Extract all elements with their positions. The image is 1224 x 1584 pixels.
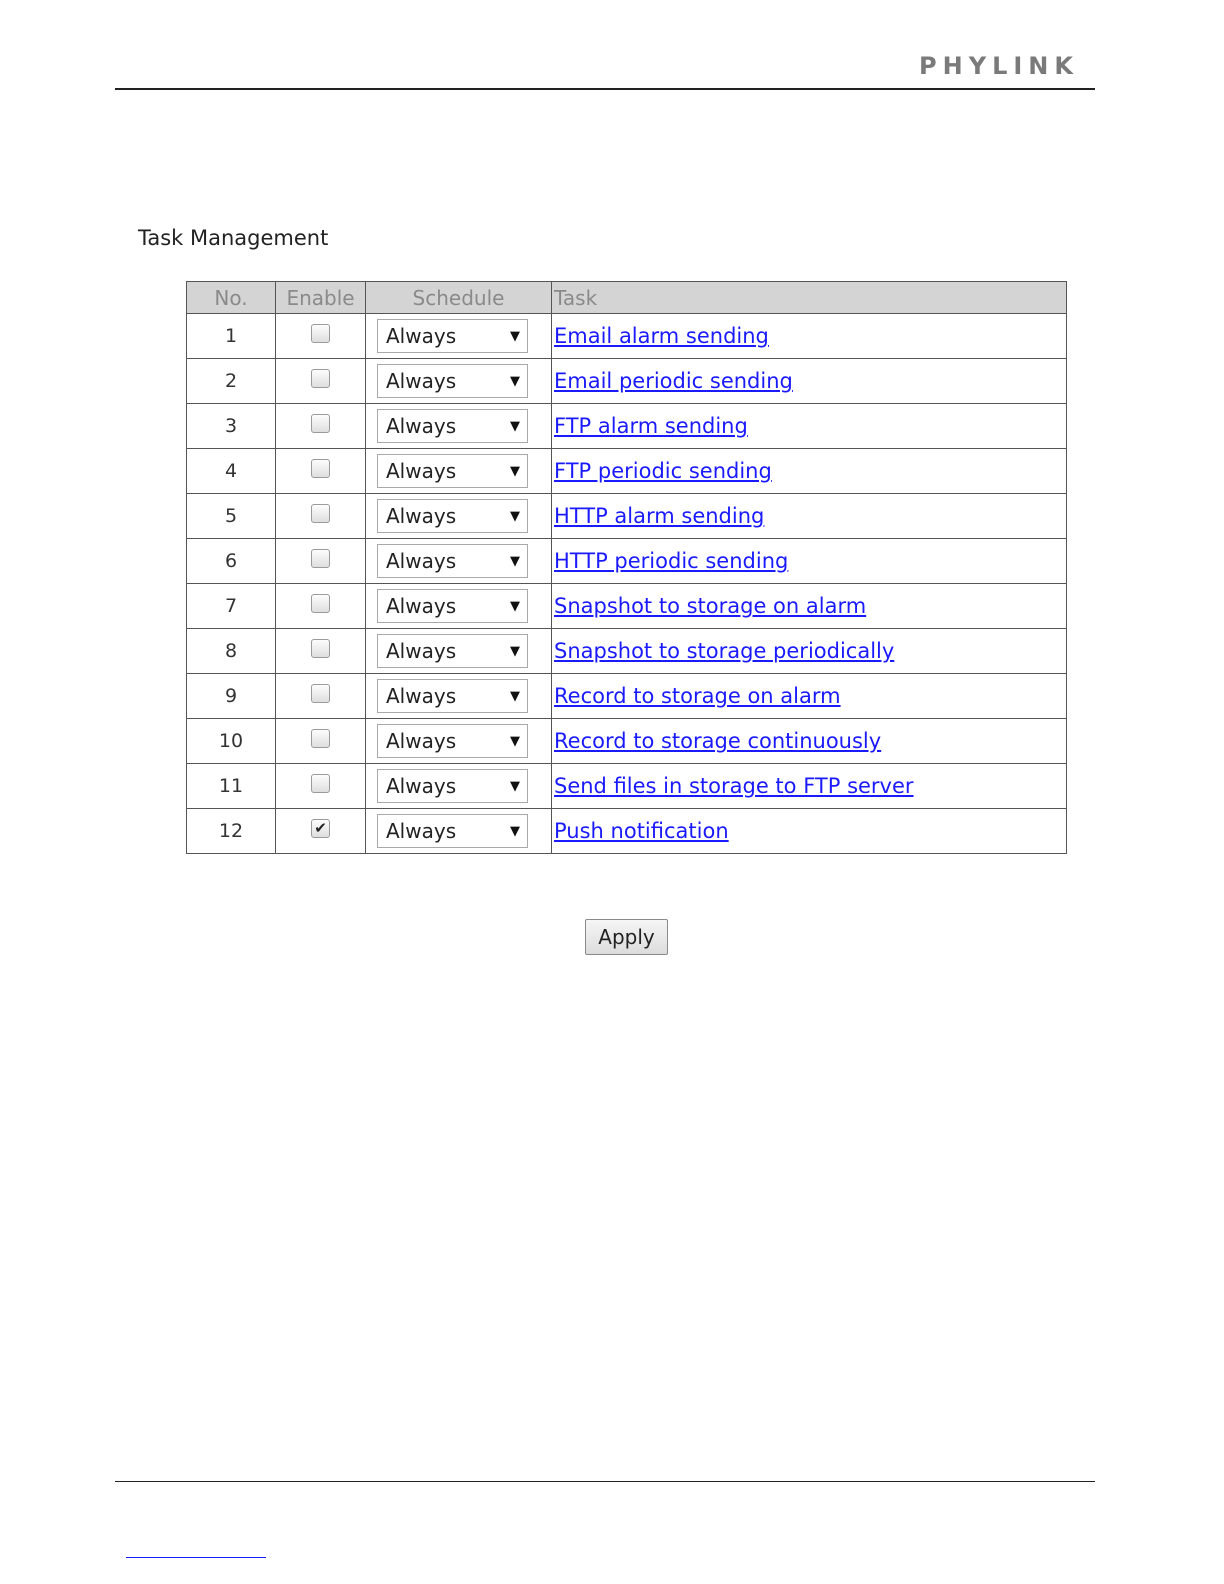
schedule-select[interactable]: [377, 319, 528, 353]
schedule-select[interactable]: [377, 589, 528, 623]
schedule-cell: [366, 449, 552, 494]
table-row: [187, 764, 1067, 809]
enable-cell: [276, 359, 366, 404]
table-row: [187, 584, 1067, 629]
schedule-cell: [366, 314, 552, 359]
header-divider: [115, 88, 1095, 90]
enable-cell: [276, 809, 366, 854]
column-header-enable: Enable: [276, 282, 366, 314]
triangle-down-icon: ▼: [510, 733, 520, 749]
schedule-select-value: Always: [386, 549, 457, 573]
task-link[interactable]: Record to storage on alarm: [554, 684, 841, 708]
table-row: [187, 674, 1067, 719]
task-link[interactable]: HTTP periodic sending: [554, 549, 789, 573]
enable-cell: [276, 404, 366, 449]
row-number: 7: [187, 584, 276, 629]
table-row: [187, 359, 1067, 404]
table-row: [187, 314, 1067, 359]
enable-cell: [276, 494, 366, 539]
schedule-cell: [366, 359, 552, 404]
triangle-down-icon: ▼: [510, 328, 520, 344]
schedule-cell: [366, 494, 552, 539]
schedule-select[interactable]: [377, 544, 528, 578]
enable-checkbox[interactable]: [311, 639, 330, 658]
column-header-schedule: Schedule: [366, 282, 552, 314]
checkmark-icon: ✔: [314, 819, 327, 837]
enable-cell: [276, 719, 366, 764]
enable-checkbox[interactable]: [311, 369, 330, 388]
apply-button[interactable]: Apply: [585, 919, 668, 955]
task-link[interactable]: Send files in storage to FTP server: [554, 774, 914, 798]
task-link[interactable]: Record to storage continuously: [554, 729, 882, 753]
table-row: [187, 539, 1067, 584]
schedule-select-value: Always: [386, 504, 457, 528]
task-link[interactable]: Push notification: [554, 819, 729, 843]
enable-checkbox[interactable]: [311, 459, 330, 478]
enable-checkbox[interactable]: [311, 729, 330, 748]
row-number: 2: [187, 359, 276, 404]
task-link[interactable]: Snapshot to storage periodically: [554, 639, 895, 663]
task-cell: [552, 404, 1067, 449]
triangle-down-icon: ▼: [510, 688, 520, 704]
schedule-cell: [366, 674, 552, 719]
enable-checkbox[interactable]: [311, 774, 330, 793]
task-cell: [552, 719, 1067, 764]
row-number: 9: [187, 674, 276, 719]
triangle-down-icon: ▼: [510, 553, 520, 569]
schedule-select-value: Always: [386, 729, 457, 753]
schedule-select-value: Always: [386, 639, 457, 663]
triangle-down-icon: ▼: [510, 373, 520, 389]
task-table: [186, 281, 1067, 854]
task-table-body: [187, 314, 1067, 854]
task-cell: [552, 764, 1067, 809]
task-link[interactable]: Snapshot to storage on alarm: [554, 594, 867, 618]
schedule-select-value: Always: [386, 324, 457, 348]
row-number: 5: [187, 494, 276, 539]
triangle-down-icon: ▼: [510, 823, 520, 839]
task-link[interactable]: Email periodic sending: [554, 369, 793, 393]
schedule-select-value: Always: [386, 684, 457, 708]
row-number: 3: [187, 404, 276, 449]
table-row: [187, 629, 1067, 674]
enable-cell: [276, 314, 366, 359]
enable-checkbox[interactable]: [311, 549, 330, 568]
schedule-select[interactable]: [377, 499, 528, 533]
schedule-cell: [366, 629, 552, 674]
schedule-select-value: Always: [386, 819, 457, 843]
task-cell: [552, 359, 1067, 404]
schedule-cell: [366, 539, 552, 584]
enable-cell: [276, 449, 366, 494]
schedule-select[interactable]: [377, 679, 528, 713]
enable-cell: [276, 584, 366, 629]
schedule-select-value: Always: [386, 774, 457, 798]
triangle-down-icon: ▼: [510, 778, 520, 794]
table-header-row: [187, 282, 1067, 314]
table-row: [187, 809, 1067, 854]
schedule-select[interactable]: [377, 814, 528, 848]
schedule-select-value: Always: [386, 369, 457, 393]
triangle-down-icon: ▼: [510, 508, 520, 524]
schedule-cell: [366, 404, 552, 449]
row-number: 11: [187, 764, 276, 809]
task-cell: [552, 449, 1067, 494]
task-cell: [552, 584, 1067, 629]
enable-checkbox[interactable]: [311, 594, 330, 613]
schedule-select[interactable]: [377, 634, 528, 668]
task-link[interactable]: Email alarm sending: [554, 324, 769, 348]
row-number: 12: [187, 809, 276, 854]
footer-divider: [115, 1481, 1095, 1482]
column-header-no: No.: [187, 282, 276, 314]
schedule-select-value: Always: [386, 594, 457, 618]
table-row: [187, 719, 1067, 764]
footer-link-underline: [126, 1557, 266, 1558]
row-number: 6: [187, 539, 276, 584]
triangle-down-icon: ▼: [510, 463, 520, 479]
row-number: 10: [187, 719, 276, 764]
table-row: [187, 494, 1067, 539]
column-header-task: Task: [552, 282, 1067, 314]
table-row: [187, 404, 1067, 449]
schedule-select-value: Always: [386, 459, 457, 483]
task-link[interactable]: HTTP alarm sending: [554, 504, 765, 528]
task-cell: [552, 314, 1067, 359]
enable-cell: [276, 674, 366, 719]
task-cell: [552, 809, 1067, 854]
triangle-down-icon: ▼: [510, 418, 520, 434]
row-number: 1: [187, 314, 276, 359]
enable-cell: [276, 764, 366, 809]
task-cell: [552, 539, 1067, 584]
enable-checkbox[interactable]: [311, 819, 330, 838]
task-cell: [552, 494, 1067, 539]
schedule-cell: [366, 809, 552, 854]
enable-cell: [276, 629, 366, 674]
brand-logo: PHYLINK: [919, 52, 1079, 80]
enable-checkbox[interactable]: [311, 684, 330, 703]
row-number: 8: [187, 629, 276, 674]
enable-cell: [276, 539, 366, 584]
triangle-down-icon: ▼: [510, 643, 520, 659]
schedule-select[interactable]: [377, 769, 528, 803]
enable-checkbox[interactable]: [311, 414, 330, 433]
enable-checkbox[interactable]: [311, 504, 330, 523]
task-link[interactable]: FTP alarm sending: [554, 414, 748, 438]
schedule-select[interactable]: [377, 724, 528, 758]
row-number: 4: [187, 449, 276, 494]
schedule-cell: [366, 719, 552, 764]
schedule-select-value: Always: [386, 414, 457, 438]
triangle-down-icon: ▼: [510, 598, 520, 614]
schedule-select[interactable]: [377, 454, 528, 488]
task-cell: [552, 629, 1067, 674]
enable-checkbox[interactable]: [311, 324, 330, 343]
schedule-select[interactable]: [377, 364, 528, 398]
schedule-cell: [366, 764, 552, 809]
table-row: [187, 449, 1067, 494]
schedule-select[interactable]: [377, 409, 528, 443]
schedule-cell: [366, 584, 552, 629]
task-link[interactable]: FTP periodic sending: [554, 459, 772, 483]
page-title: Task Management: [138, 226, 329, 250]
task-cell: [552, 674, 1067, 719]
